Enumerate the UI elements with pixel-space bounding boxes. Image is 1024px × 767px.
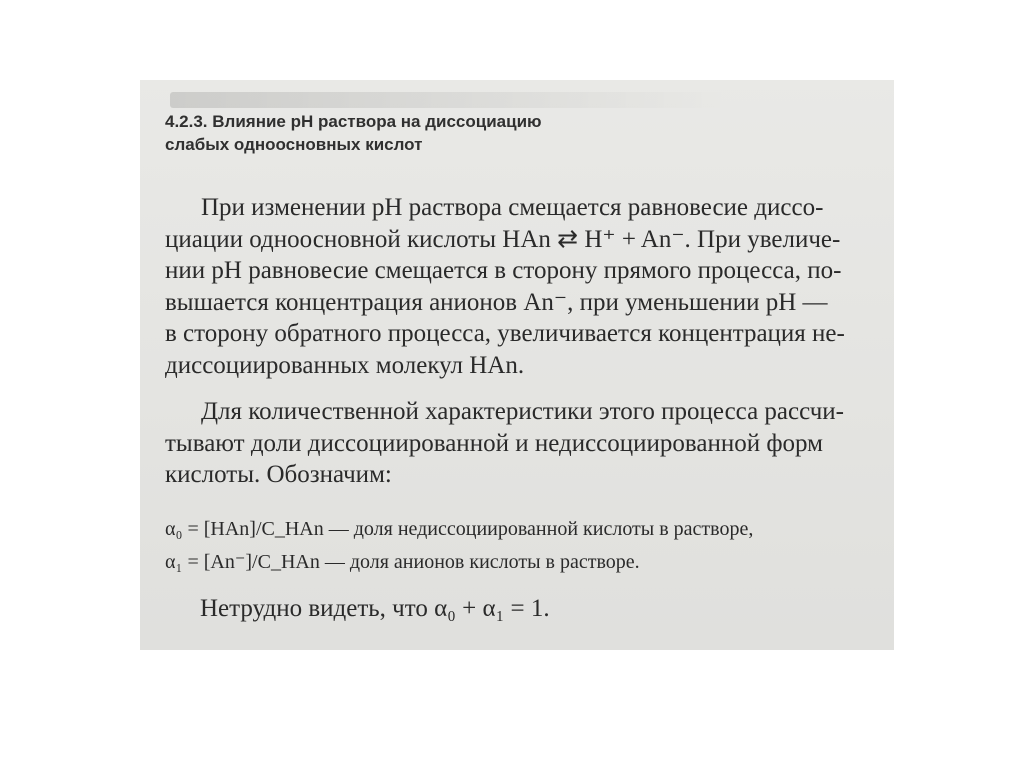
definitions-block: [165, 513, 753, 579]
definition-alpha-1: α₁ = [An⁻]/C_HAn — доля анионов кислоты в растворе.: [165, 551, 640, 573]
bleed-through-text: [170, 92, 730, 108]
paragraph-fractions: [165, 396, 844, 491]
paragraph-ph-shift: [165, 192, 845, 381]
heading-line-2: слабых одноосновных кислот: [165, 135, 423, 154]
text-line: тывают доли диссоциированной и недиссоциированной форм: [165, 429, 823, 457]
text-line: При изменении pH раствора смещается равновесие диссо-: [201, 194, 824, 221]
scanned-page: [140, 80, 894, 650]
conclusion-line: Нетрудно видеть, что α₀ + α₁ = 1.: [200, 595, 550, 622]
text-line: диссоциированных молекул HAn.: [165, 351, 525, 379]
text-line: кислоты. Обозначим:: [165, 461, 392, 488]
text-line: нии pH равновесие смещается в сторону прямого процесса, по-: [165, 257, 842, 284]
text-line: Для количественной характеристики этого процесса рассчи-: [201, 398, 844, 425]
text-line: вышается концентрация анионов An⁻, при уменьшении pH —: [165, 288, 828, 316]
definition-alpha-0: α₀ = [HAn]/C_HAn — доля недиссоциированной кислоты в растворе,: [165, 518, 754, 540]
heading-line-1: 4.2.3. Влияние pH раствора на диссоциацию: [165, 112, 542, 131]
text-line: циации одноосновной кислоты HAn ⇄ H⁺ + An⁻. При увеличе-: [165, 225, 841, 253]
section-heading: [165, 110, 665, 156]
text-line: в сторону обратного процесса, увеличивается концентрация не-: [165, 320, 845, 347]
